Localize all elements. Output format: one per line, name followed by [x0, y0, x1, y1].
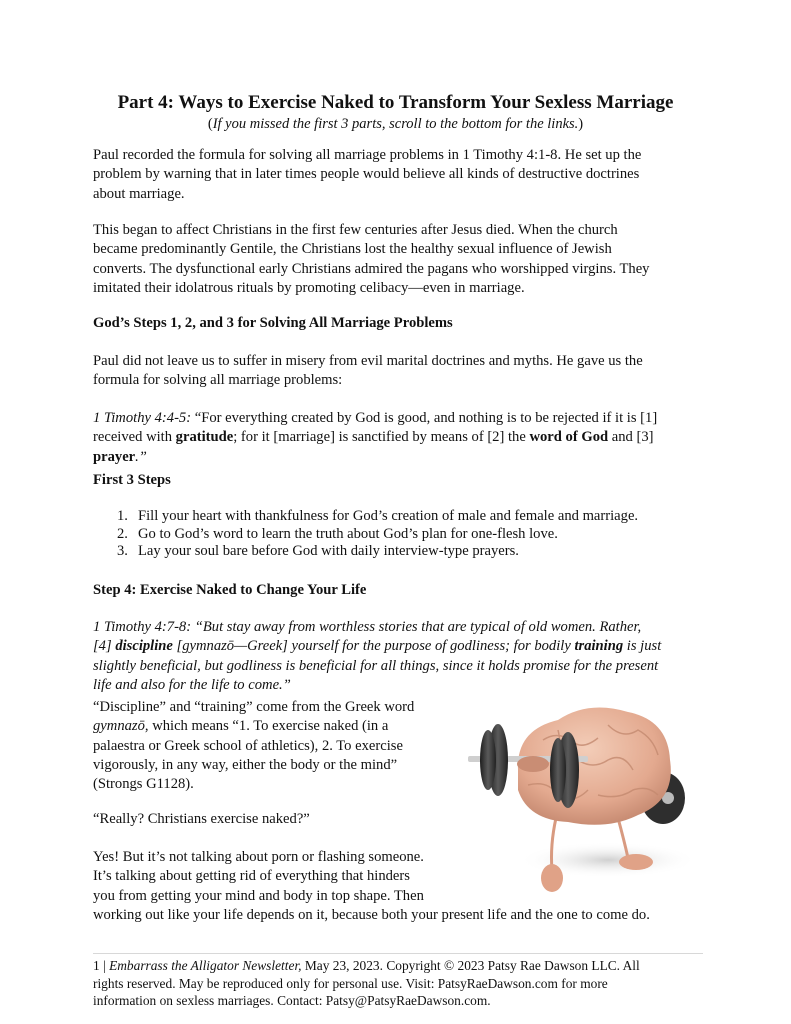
text-line: Paul recorded the formula for solving all marriage problems in 1 Timothy 4:1-8. He set up the — [93, 147, 642, 163]
page-footer — [93, 957, 713, 1010]
text-segment: , which means “1. To exercise naked (in a — [144, 718, 389, 735]
list-number: 2. — [117, 525, 128, 542]
footer-line: rights reserved. May be reproduced only for personal use. Visit: PatsyRaeDawson.com for more — [93, 975, 608, 991]
intro-paragraph-2 — [93, 221, 733, 298]
text-line — [93, 448, 733, 467]
footer-line: information on sexless marriages. Contact: Patsy@PatsyRaeDawson.com. — [93, 993, 491, 1008]
emphasis-training: training — [574, 638, 624, 655]
list-item — [93, 526, 638, 544]
newsletter-name: Embarrass the Alligator Newsletter, — [109, 958, 302, 973]
page-subtitle — [0, 115, 791, 133]
subtitle-open-paren: ( — [207, 116, 213, 132]
list-text: Go to God’s word to learn the truth about God’s plan for one-flesh love. — [138, 525, 558, 542]
text-line: This began to affect Christians in the first few centuries after Jesus died. When the church — [93, 222, 618, 238]
text-line: Yes! But it’s not talking about porn or flashing someone. — [93, 849, 424, 865]
section-heading-gods-steps: God’s Steps 1, 2, and 3 for Solving All Marriage Problems — [93, 315, 453, 331]
footer-line — [93, 957, 713, 975]
emphasis-prayer: prayer — [93, 448, 136, 465]
verse-1-timothy-4-7 — [93, 618, 733, 695]
text-line — [93, 637, 733, 656]
text-line — [93, 618, 733, 637]
emphasis-gratitude: gratitude — [175, 429, 234, 446]
brain-hand — [517, 756, 549, 772]
verse-reference: 1 Timothy 4:4-5: — [93, 410, 192, 426]
subtitle-close-paren: ) — [578, 116, 584, 132]
intro-paragraph-1 — [93, 146, 733, 204]
text-line: about marriage. — [93, 185, 185, 202]
section-heading-first-3-steps: First 3 Steps — [93, 472, 171, 488]
text-line: you from getting your mind and body in top shape. Then — [93, 887, 424, 904]
verse-reference: 1 Timothy 4:7-8: — [93, 619, 192, 635]
text-line: became predominantly Gentile, the Christians lost the healthy sexual influence of Jewish — [93, 241, 612, 258]
page-title: Part 4: Ways to Exercise Naked to Transform Your Sexless Marriage — [117, 92, 674, 113]
text-line: imitated their idolatrous rituals by promoting celibacy—even in marriage. — [93, 279, 525, 296]
text-line: vigorously, in any way, either the body or the mind” — [93, 756, 398, 773]
list-text: Fill your heart with thankfulness for God’s creation of male and female and marriage. — [138, 508, 639, 524]
text-line — [93, 409, 733, 428]
text-line — [93, 717, 453, 736]
list-number: 3. — [117, 543, 128, 560]
verse-text: is just — [623, 638, 662, 655]
greek-word: gymnazō — [93, 718, 145, 735]
verse-1-timothy-4-4 — [93, 409, 733, 467]
page-number: 1 | — [93, 958, 110, 973]
verse-text: “For everything created by God is good, and nothing is to be rejected if it is [1] — [191, 410, 658, 426]
question-paragraph: “Really? Christians exercise naked?” — [93, 811, 310, 827]
list-number: 1. — [117, 508, 128, 524]
text-line: palaestra or Greek school of athletics), 2. To exercise — [93, 737, 403, 754]
text-line: (Strongs G1128). — [93, 776, 194, 793]
steps-list — [93, 508, 638, 561]
text-line: formula for solving all marriage problems: — [93, 372, 343, 389]
verse-text: “But stay away from worthless stories that are typical of old women. Rather, — [191, 619, 642, 635]
verse-text: [gymnazō—Greek] yourself for the purpose of godliness; for bodily — [172, 638, 575, 655]
section-heading-step-4: Step 4: Exercise Naked to Change Your Life — [93, 582, 367, 598]
subtitle-text: If you missed the first 3 parts, scroll to the bottom for the links. — [212, 116, 579, 132]
text-line: working out like your life depends on it, because both your present life and the one to come do. — [93, 906, 650, 923]
emphasis-word-of-god: word of God — [529, 429, 609, 446]
verse-text: [4] — [93, 638, 116, 655]
verse-text: ; for it [marriage] is sanctified by means of [2] the — [233, 429, 530, 446]
right-foot — [619, 854, 653, 870]
verse-text: .” — [135, 448, 147, 465]
brain-lifting-dumbbell-icon — [458, 690, 718, 900]
verse-text: and [3] — [608, 429, 654, 446]
greek-definition-paragraph — [93, 698, 453, 794]
footer-text: May 23, 2023. Copyright © 2023 Patsy Rae Dawson LLC. All — [301, 958, 640, 973]
text-line: life and also for the life to come.” — [93, 676, 291, 693]
text-line: It’s talking about getting rid of everything that hinders — [93, 868, 410, 885]
text-line — [93, 428, 733, 447]
text-line: Paul did not leave us to suffer in misery from evil marital doctrines and myths. He gave us the — [93, 353, 643, 369]
text-line: converts. The dysfunctional early Christians admired the pagans who worshipped virgins. They — [93, 260, 650, 277]
list-item — [93, 508, 638, 526]
verse-text: received with — [93, 429, 176, 446]
text-line: problem by warning that in later times people would believe all kinds of destructive doctrines — [93, 166, 640, 183]
emphasis-discipline: discipline — [115, 638, 173, 655]
footer-divider — [93, 953, 703, 954]
list-text: Lay your soul bare before God with daily interview-type prayers. — [138, 543, 519, 560]
text-line: slightly beneficial, but godliness is beneficial for all things, since it holds promise for the present — [93, 657, 659, 674]
left-foot — [541, 864, 563, 892]
list-item — [93, 543, 638, 561]
text-line: “Discipline” and “training” come from the Greek word — [93, 699, 415, 715]
section1-paragraph — [93, 352, 733, 391]
